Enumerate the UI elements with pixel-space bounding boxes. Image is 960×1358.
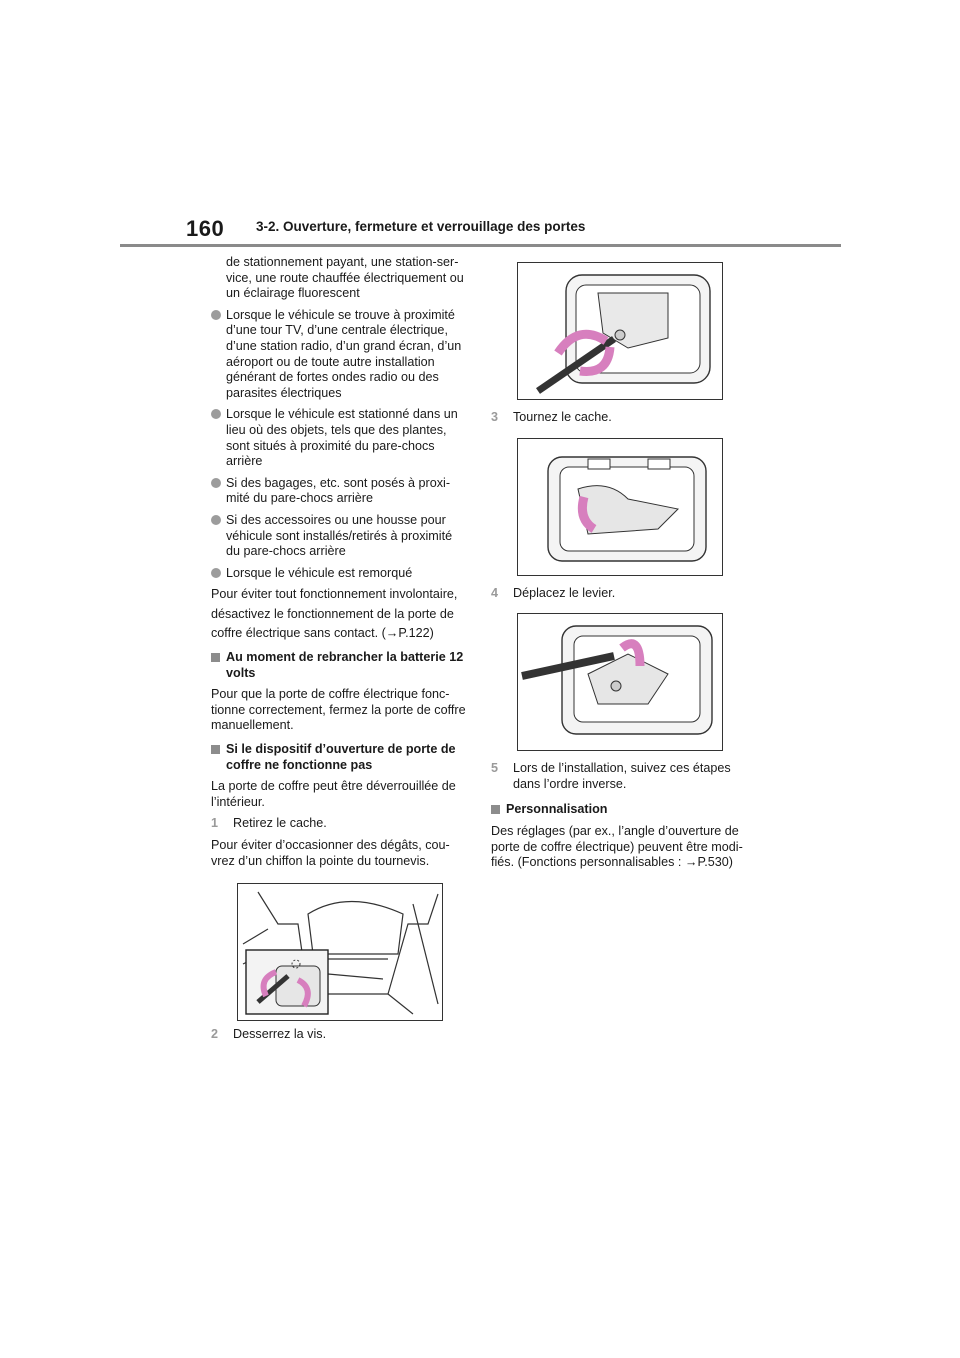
step-text: Desserrez la vis. bbox=[233, 1027, 327, 1042]
page-number: 160 bbox=[186, 216, 225, 241]
bullet-icon bbox=[211, 478, 221, 488]
section-text: Pour que la porte de coffre électrique fonc-tionne correctement, fermez la porte de coffre manuellement. bbox=[211, 687, 466, 733]
screw-figure bbox=[517, 262, 723, 400]
step-number: 4 bbox=[491, 585, 499, 600]
bullet-item bbox=[211, 513, 467, 560]
step-number: 3 bbox=[491, 410, 499, 424]
section-text: La porte de coffre peut être déverrouillée de l’intérieur. bbox=[211, 779, 456, 809]
step-3 bbox=[491, 410, 751, 426]
step-text: Déplacez le levier. bbox=[513, 585, 616, 600]
step-1 bbox=[211, 816, 467, 832]
lever-figure bbox=[517, 613, 723, 751]
section-square-icon bbox=[211, 653, 220, 662]
bullet-item bbox=[211, 407, 467, 469]
bullet-icon bbox=[211, 310, 221, 320]
step-note: Pour éviter d’occasionner des dégâts, cou-vrez d’un chiffon la pointe du tournevis. bbox=[211, 838, 450, 868]
bullet-item bbox=[211, 308, 467, 402]
section-title: Personnalisation bbox=[506, 802, 608, 817]
section-heading bbox=[211, 742, 467, 773]
right-column bbox=[491, 262, 751, 877]
tailgate-figure bbox=[237, 883, 443, 1021]
section-text: Des réglages (par ex., l’angle d’ouverture de porte de coffre électrique) peuvent être modi-fiés. (Fonctions personnalisables : →P.530) bbox=[491, 823, 743, 870]
bullet-text: Si des bagages, etc. sont posés à proxi-mité du pare-chocs arrière bbox=[226, 475, 451, 506]
intro-text: de stationnement payant, une station-ser-vice, une route chauffée électriquement ou un éclairage fluorescent bbox=[226, 255, 464, 301]
step-text: Tournez le cache. bbox=[513, 410, 612, 424]
bullet-icon bbox=[211, 409, 221, 419]
bullet-item bbox=[211, 566, 467, 582]
prevent-line: Pour éviter tout fonctionnement involontaire, bbox=[211, 587, 458, 602]
bullet-item bbox=[211, 476, 467, 507]
lever-illustration bbox=[518, 614, 722, 750]
prevent-line: désactivez le fonctionnement de la porte de bbox=[211, 606, 454, 621]
header-rule bbox=[120, 244, 841, 247]
bullet-icon bbox=[211, 568, 221, 578]
section-heading bbox=[211, 650, 467, 681]
bullet-text: Lorsque le véhicule est remorqué bbox=[226, 565, 413, 580]
screw-illustration bbox=[518, 263, 722, 399]
step-text: Retirez le cache. bbox=[233, 816, 327, 831]
step-4 bbox=[491, 586, 751, 602]
bullet-icon bbox=[211, 515, 221, 525]
step-number: 5 bbox=[491, 761, 499, 776]
section-square-icon bbox=[491, 805, 500, 814]
left-column bbox=[211, 255, 467, 1049]
cover-figure bbox=[517, 438, 723, 576]
bullet-text: Lorsque le véhicule se trouve à proximité d’une tour TV, d’une centrale électrique, d’une station radio, d’un grand écran, d’un aéroport ou de toute autre installation générant de fortes ondes radio ou des parasites électriques bbox=[226, 307, 462, 400]
section-title: Au moment de rebrancher la batterie 12 volts bbox=[226, 650, 464, 680]
tailgate-illustration bbox=[238, 884, 442, 1020]
step-number: 1 bbox=[211, 816, 219, 831]
step-number: 2 bbox=[211, 1027, 219, 1042]
bullet-text: Si des accessoires ou une housse pour véhicule sont installés/retirés à proximité du pare-chocs arrière bbox=[226, 512, 453, 559]
step-2 bbox=[211, 1027, 467, 1043]
section-title: Si le dispositif d’ouverture de porte de coffre ne fonctionne pas bbox=[226, 742, 456, 772]
step-5 bbox=[491, 761, 751, 792]
section-heading bbox=[491, 802, 751, 818]
bullet-text: Lorsque le véhicule est stationné dans un lieu où des objets, tels que des plantes, sont situés à proximité du pare-chocs arrière bbox=[226, 407, 458, 469]
section-square-icon bbox=[211, 745, 220, 754]
chapter-title: 3-2. Ouverture, fermeture et verrouillage des portes bbox=[256, 219, 586, 234]
prevent-line: coffre électrique sans contact. (→P.122) bbox=[211, 626, 434, 641]
cover-illustration bbox=[518, 439, 722, 575]
step-text: Lors de l’installation, suivez ces étapes dans l’ordre inverse. bbox=[513, 761, 731, 791]
